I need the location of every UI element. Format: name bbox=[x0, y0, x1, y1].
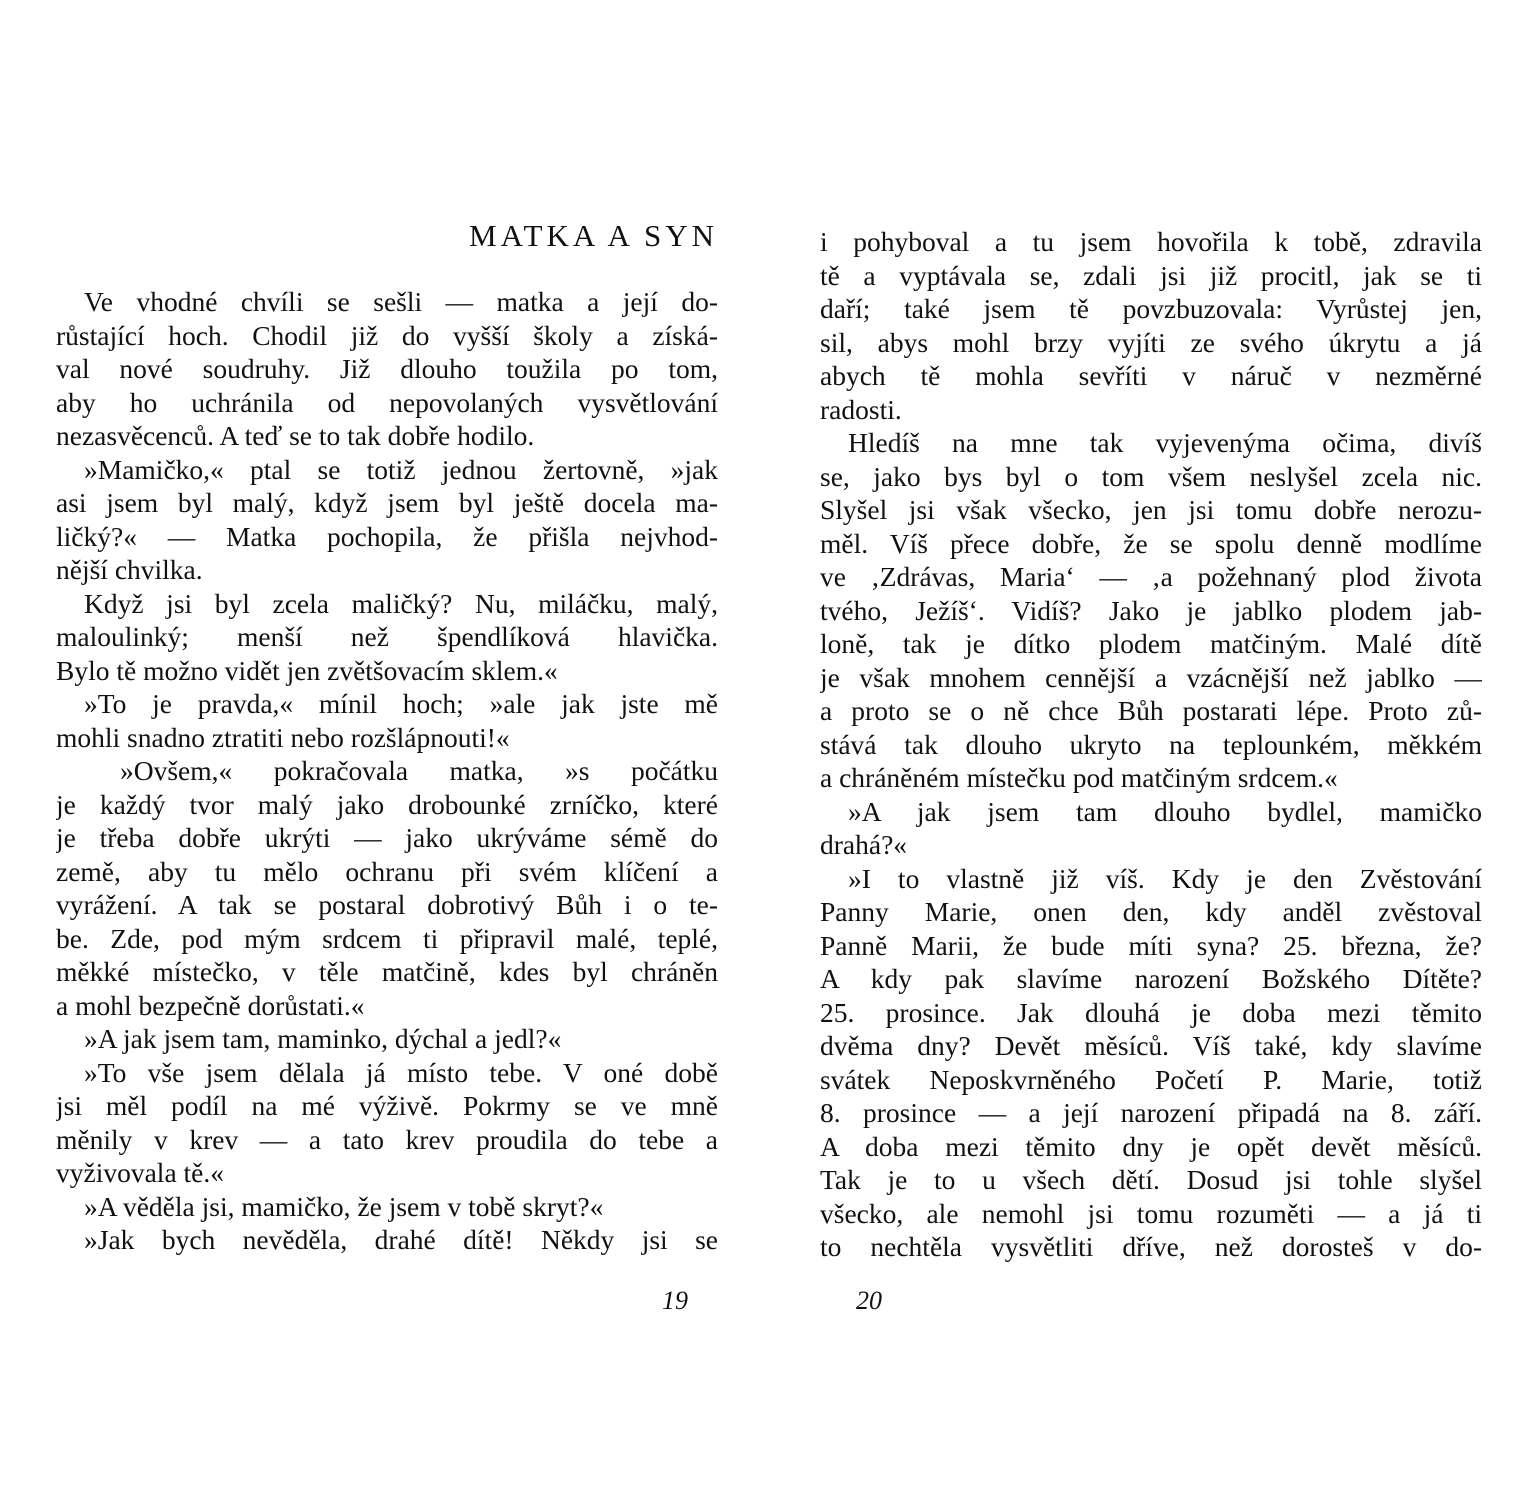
text-line: a chráněném místečku pod matčiným srdcem.« bbox=[820, 762, 1338, 793]
text-line: A doba mezi těmito dny je opět devět měsíců. bbox=[820, 1130, 1482, 1162]
text-line: dvěma dny? Devět měsíců. Víš také, kdy slavíme bbox=[820, 1030, 1482, 1061]
text-line: růstající hoch. Chodil již do vyšší školy a získá- bbox=[56, 319, 718, 351]
text-line: »A jak jsem tam, maminko, dýchal a jedl?« bbox=[84, 1023, 562, 1054]
text-line: sil, abys mohl brzy vyjíti ze svého úkrytu a já bbox=[820, 326, 1482, 358]
text-line: ličký?« — Matka pochopila, že přišla nejvhod- bbox=[56, 520, 718, 552]
text-line: »To vše jsem dělala já místo tebe. V oné době bbox=[84, 1056, 718, 1088]
text-line: měnily v krev — a tato krev proudila do tebe a bbox=[56, 1123, 718, 1155]
text-line: loně, tak je dítko plodem matčiným. Malé dítě bbox=[820, 628, 1482, 659]
text-line: »A věděla jsi, mamičko, že jsem v tobě skryt?« bbox=[84, 1190, 604, 1222]
right-page-number: 20 bbox=[856, 1286, 882, 1315]
text-line: Bylo tě možno vidět jen zvětšovacím sklem.« bbox=[56, 654, 558, 686]
text-line: 25. prosince. Jak dlouhá je doba mezi těmito bbox=[820, 996, 1482, 1028]
text-line: stává tak dlouho ukryto na teplounkém, měkkém bbox=[820, 728, 1482, 760]
text-line: vyrážení. A tak se postaral dobrotivý Bůh i o te- bbox=[56, 889, 718, 920]
text-line: drahá?« bbox=[820, 829, 908, 860]
text-line: Panny Marie, onen den, kdy anděl zvěstoval bbox=[820, 896, 1482, 927]
text-line: Tak je to u všech dětí. Dosud jsi tohle slyšel bbox=[820, 1164, 1482, 1195]
text-line: Když jsi byl zcela maličký? Nu, miláčku, malý, bbox=[84, 587, 718, 619]
text-line: jsi měl podíl na mé výživě. Pokrmy se ve mně bbox=[56, 1090, 718, 1121]
text-line: Panně Marii, že bude míti syna? 25. března, že? bbox=[820, 929, 1482, 961]
text-line: ve ‚Zdrávas, Maria‘ — ‚a požehnaný plod života bbox=[820, 561, 1482, 592]
text-line: be. Zde, pod mým srdcem ti připravil malé, teplé, bbox=[56, 922, 718, 954]
text-line: asi jsem byl malý, když jsem byl ještě docela ma- bbox=[56, 487, 718, 518]
text-line: aby ho uchránila od nepovolaných vysvětlování bbox=[56, 386, 718, 418]
text-line: tvého, Ježíš‘. Vidíš? Jako je jablko plodem jab- bbox=[820, 594, 1482, 626]
text-line: daří; také jsem tě povzbuzovala: Vyrůstej jen, bbox=[820, 293, 1482, 324]
text-line: maloulinký; menší než špendlíková hlavička. bbox=[56, 621, 718, 652]
text-line: je každý tvor malý jako drobounké zrníčko, které bbox=[56, 788, 718, 820]
text-line: radosti. bbox=[820, 393, 902, 425]
right-page-text bbox=[820, 225, 1482, 1264]
text-line: je však mnohem cennější a vzácnější než jablko — bbox=[820, 661, 1482, 693]
text-line: země, aby tu mělo ochranu při svém klíčení a bbox=[56, 855, 718, 887]
text-line: je třeba dobře ukrýti — jako ukrýváme sémě do bbox=[56, 822, 718, 853]
text-line: všecko, ale nemohl jsi tomu rozuměti — a já ti bbox=[820, 1197, 1482, 1229]
text-line: tě a vyptávala se, zdali jsi již procitl, jak se ti bbox=[820, 259, 1482, 291]
text-line: »Mamičko,« ptal se totiž jednou žertovně, »jak bbox=[84, 453, 718, 485]
text-line: val nové soudruhy. Již dlouho toužila po tom, bbox=[56, 353, 718, 384]
text-line: Ve vhodné chvíli se sešli — matka a její do- bbox=[84, 286, 718, 317]
text-line: A kdy pak slavíme narození Božského Dítěte? bbox=[820, 963, 1482, 994]
text-line: »I to vlastně již víš. Kdy je den Zvěstování bbox=[848, 862, 1482, 894]
text-line: svátek Neposkvrněného Početí P. Marie, totiž bbox=[820, 1063, 1482, 1095]
text-line: to nechtěla vysvětliti dříve, než dorosteš v do- bbox=[820, 1231, 1482, 1262]
text-line: měl. Víš přece dobře, že se spolu denně modlíme bbox=[820, 527, 1482, 559]
right-page bbox=[820, 0, 1482, 1500]
left-page-text bbox=[56, 285, 718, 1257]
text-line: »Ovšem,« pokračovala matka, »s počátku bbox=[120, 755, 718, 786]
text-line: abych tě mohla sevříti v náruč v nezměrné bbox=[820, 360, 1482, 391]
text-line: se, jako bys byl o tom všem neslyšel zcela nic. bbox=[820, 460, 1482, 492]
text-line: »A jak jsem tam dlouho bydlel, mamičko bbox=[848, 795, 1482, 827]
text-line: 8. prosince — a její narození připadá na 8. září. bbox=[820, 1097, 1482, 1128]
text-line: nější chvilka. bbox=[56, 554, 203, 585]
text-line: nezasvěcenců. A teď se to tak dobře hodilo. bbox=[56, 420, 535, 451]
text-line: i pohyboval a tu jsem hovořila k tobě, zdravila bbox=[820, 226, 1482, 257]
text-line: a mohl bezpečně dorůstati.« bbox=[56, 989, 365, 1021]
left-page bbox=[56, 0, 718, 1500]
left-page-number: 19 bbox=[662, 1286, 688, 1315]
text-line: měkké místečko, v těle matčině, kdes byl chráněn bbox=[56, 956, 718, 987]
text-line: Hledíš na mne tak vyjevenýma očima, divíš bbox=[848, 427, 1482, 458]
text-line: a proto se o ně chce Bůh postarati lépe. Proto zů- bbox=[820, 695, 1482, 726]
text-line: Slyšel jsi však všecko, jen jsi tomu dobře nerozu- bbox=[820, 494, 1482, 525]
chapter-title: MATKA A SYN bbox=[469, 218, 718, 253]
text-line: vyživovala tě.« bbox=[56, 1157, 224, 1188]
text-line: mohli snadno ztratiti nebo rozšlápnouti!« bbox=[56, 721, 510, 753]
text-line: »Jak bych nevěděla, drahé dítě! Někdy jsi se bbox=[84, 1224, 718, 1255]
text-line: »To je pravda,« mínil hoch; »ale jak jste mě bbox=[84, 688, 718, 719]
